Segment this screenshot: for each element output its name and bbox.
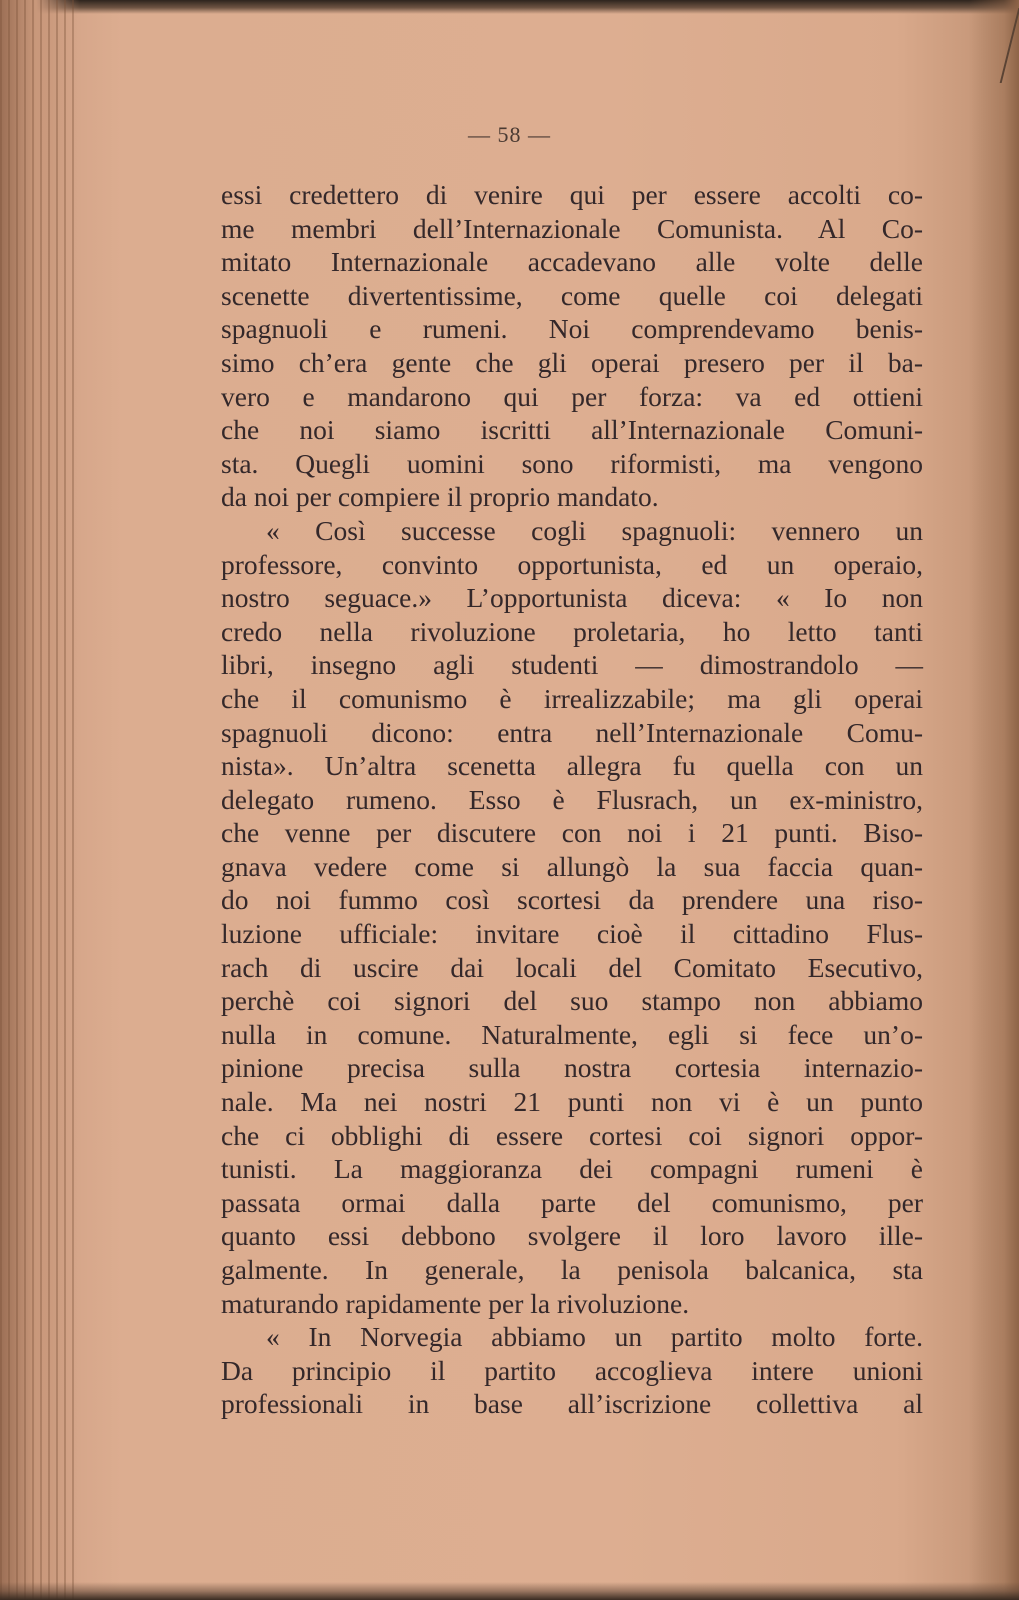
text-line: da noi per compiere il proprio mandato. — [221, 481, 659, 513]
body-text — [221, 178, 923, 1421]
text-line: « In Norvegia abbiamo un partito molto forte. — [266, 1321, 923, 1353]
text-line: essi credettero di venire qui per essere accolti co- — [221, 179, 923, 210]
text-line: che il comunismo è irrealizzabile; ma gli operai — [221, 682, 923, 714]
text-line: spagnuoli e rumeni. Noi comprendevamo benis- — [221, 313, 923, 345]
text-line: nulla in comune. Naturalmente, egli si fece un’o- — [221, 1018, 923, 1050]
text-line: gnava vedere come si allungò la sua faccia quan- — [221, 850, 923, 882]
text-line: professionali in base all’iscrizione collettiva al — [221, 1388, 923, 1420]
text-line: rach di uscire dai locali del Comitato Esecutivo, — [221, 951, 923, 983]
text-line: che noi siamo iscritti all’Internazionale Comuni- — [221, 414, 923, 446]
page-right-edge — [969, 0, 1019, 1600]
text-line: quanto essi debbono svolgere il loro lavoro ille- — [221, 1220, 923, 1252]
text-line: libri, insegno agli studenti — dimostrandolo — — [221, 649, 923, 681]
text-line: galmente. In generale, la penisola balcanica, sta — [221, 1254, 923, 1285]
page-bottom-edge — [0, 1582, 1019, 1600]
text-line: professore, convinto opportunista, ed un operaio, — [221, 548, 923, 580]
text-line: che ci obblighi di essere cortesi coi signori oppor- — [221, 1119, 923, 1151]
text-line: tunisti. La maggioranza dei compagni rumeni è — [221, 1153, 923, 1185]
text-line: vero e mandarono qui per forza: va ed ottieni — [221, 380, 923, 412]
text-line: spagnuoli dicono: entra nell’Internazionale Comu- — [221, 716, 923, 748]
text-line: Da principio il partito accoglieva intere unioni — [221, 1354, 923, 1386]
text-line: credo nella rivoluzione proletaria, ho letto tanti — [221, 615, 923, 647]
text-line: maturando rapidamente per la rivoluzione. — [221, 1287, 690, 1319]
text-line: nista». Un’altra scenetta allegra fu quella con un — [221, 750, 923, 782]
text-line: delegato rumeno. Esso è Flusrach, un ex-ministro, — [221, 783, 923, 815]
text-line: passata ormai dalla parte del comunismo, per — [221, 1186, 923, 1218]
text-line: simo ch’era gente che gli operai presero per il ba- — [221, 346, 923, 378]
page-number: — 58 — — [468, 122, 551, 147]
text-line: me membri dell’Internazionale Comunista. Al Co- — [221, 212, 923, 244]
page-top-edge — [0, 0, 1019, 14]
text-line: pinione precisa sulla nostra cortesia internazio- — [221, 1052, 923, 1084]
text-line: luzione ufficiale: invitare cioè il cittadino Flus- — [221, 918, 923, 950]
text-line: nostro seguace.» L’opportunista diceva: « Io non — [221, 582, 923, 614]
text-line: do noi fummo così scortesi da prendere una riso- — [221, 884, 923, 916]
text-line: « Così successe cogli spagnuoli: vennero un — [266, 514, 923, 546]
text-line: che venne per discutere con noi i 21 punti. Biso- — [221, 817, 923, 849]
page-left-edge — [0, 0, 80, 1600]
text-line: nale. Ma nei nostri 21 punti non vi è un punto — [221, 1086, 923, 1118]
text-line: mitato Internazionale accadevano alle volte delle — [221, 246, 923, 278]
text-line: sta. Quegli uomini sono riformisti, ma vengono — [221, 447, 923, 479]
text-line: perchè coi signori del suo stampo non abbiamo — [221, 985, 923, 1017]
text-line: scenette divertentissime, come quelle coi delegati — [221, 279, 923, 311]
